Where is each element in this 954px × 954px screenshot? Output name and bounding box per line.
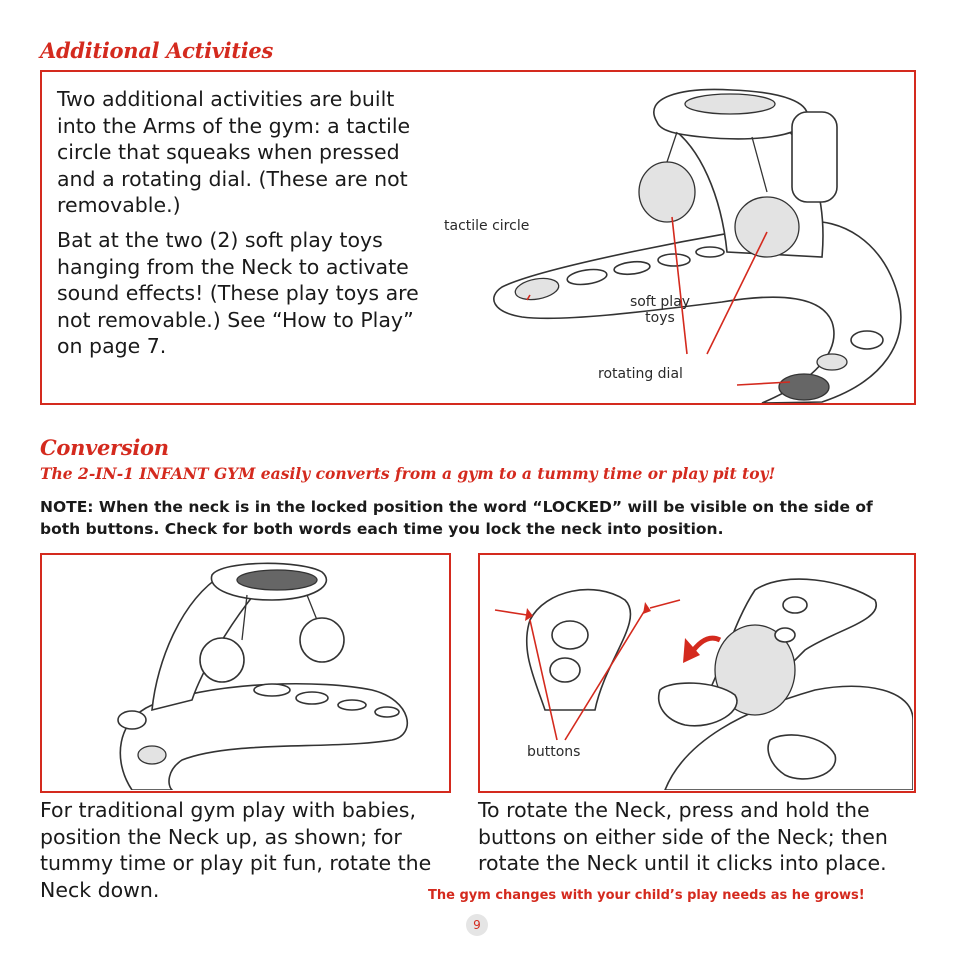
- label-buttons: buttons: [527, 744, 581, 760]
- activities-panel: [40, 70, 916, 405]
- footer-tagline: The gym changes with your child’s play needs as he grows!: [428, 888, 865, 903]
- label-tactile-circle: tactile circle: [444, 218, 530, 234]
- label-soft-play-line1: soft play: [629, 294, 691, 310]
- gym-neck-up-illustration: [72, 560, 442, 790]
- label-rotating-dial: rotating dial: [598, 366, 683, 382]
- page-number: 9: [466, 914, 488, 936]
- label-soft-play-line2: toys: [645, 310, 675, 326]
- rotating-dial-icon: [779, 374, 829, 400]
- activities-paragraph-2: Bat at the two (2) soft play toys hanging from the Neck to activate sound effects! (These play toys are not removable.) See “How to Play” on page 7.: [57, 227, 419, 359]
- gym-illustration-activities: [482, 82, 914, 403]
- neck-rotate-panel: [478, 553, 916, 793]
- caption-rotate-neck: To rotate the Neck, press and hold the buttons on either side of the Neck; then rotate the Neck until it clicks into place.: [478, 798, 888, 876]
- activities-paragraph-1: Two additional activities are built into the Arms of the gym: a tactile circle that squeaks when pressed and a rotating dial. (These are not removable.): [57, 87, 411, 218]
- label-soft-play-toys: [612, 294, 708, 326]
- section-title-conversion: Conversion: [40, 435, 169, 460]
- gym-up-panel: [40, 553, 451, 793]
- caption-neck-up: For traditional gym play with babies, position the Neck up, as shown; for tummy time or play pit fun, rotate the Neck down.: [40, 798, 432, 902]
- activities-text: [57, 86, 429, 368]
- conversion-note: NOTE: When the neck is in the locked position the word “LOCKED” will be visible on the side of both buttons. Check for both words each time you lock the neck into position.: [40, 498, 873, 538]
- section-title-additional-activities: Additional Activities: [40, 38, 273, 63]
- conversion-subtitle: The 2-IN-1 INFANT GYM easily converts from a gym to a tummy time or play pit toy!: [40, 464, 776, 483]
